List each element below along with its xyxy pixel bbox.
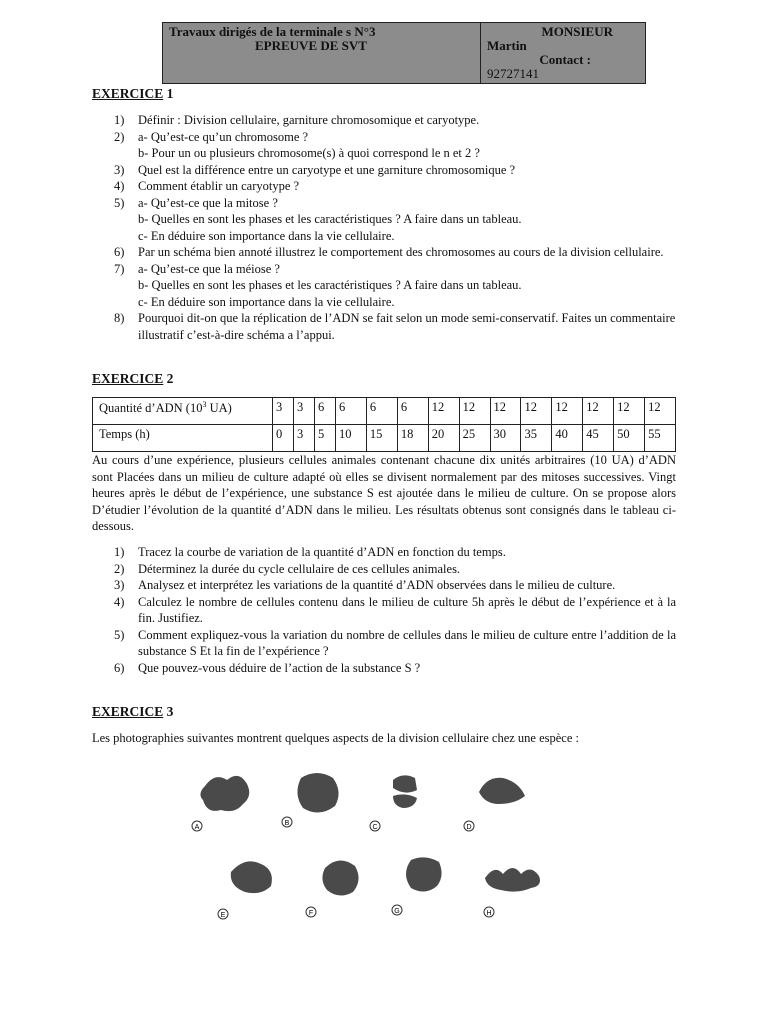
- question-number: 8): [114, 311, 125, 325]
- cell-photograph: [200, 776, 249, 811]
- question-text: b- Quelles en sont les phases et les caractéristiques ? A faire dans un tableau.: [138, 212, 522, 226]
- row-label-dna-quantity: [93, 398, 273, 425]
- exercise-3-intro: Les photographies suivantes montrent quelques aspects de la division cellulaire chez une espèce :: [92, 731, 579, 745]
- question-number: 2): [114, 129, 125, 144]
- table-cell-time: 3: [294, 425, 315, 452]
- question-number: 4): [114, 594, 125, 609]
- dna-data-table: [92, 397, 676, 452]
- photo-label: A: [194, 824, 200, 831]
- question-number: 2): [114, 561, 125, 576]
- question-item: [114, 627, 676, 660]
- table-cell-dna: 12: [428, 398, 459, 425]
- question-text: b- Quelles en sont les phases et les caractéristiques ? A faire dans un tableau.: [138, 278, 522, 292]
- header-author-cell: [481, 23, 645, 83]
- table-cell-time: 25: [459, 425, 490, 452]
- table-row-dna-quantity: [93, 398, 676, 425]
- table-cell-time: 0: [273, 425, 294, 452]
- cell-photograph: [297, 773, 338, 813]
- header-box: [162, 22, 646, 84]
- question-number: 3): [114, 578, 125, 592]
- header-subtitle: EPREUVE DE SVT: [255, 38, 367, 53]
- question-text: Tracez la courbe de variation de la quantité d’ADN en fonction du temps.: [138, 545, 506, 559]
- question-text: c- En déduire son importance dans la vie cellulaire.: [138, 228, 395, 243]
- table-cell-dna: 6: [336, 398, 367, 425]
- table-cell-dna: 12: [645, 398, 676, 425]
- question-text: Pourquoi dit-on que la réplication de l’ADN se fait selon un mode semi-conservatif. Faites un commentaire illustratif c’est-à-dire schéma a l’appui.: [138, 311, 676, 342]
- exercise-3-heading-word: EXERCICE: [92, 704, 164, 719]
- photo-label: H: [486, 910, 492, 917]
- question-number: 1): [114, 113, 125, 127]
- question-number: 5): [114, 627, 125, 642]
- table-cell-time: 18: [397, 425, 428, 452]
- row-label-dna-quantity-text: Quantité d’ADN (10: [99, 401, 203, 416]
- photo-label: G: [394, 908, 400, 915]
- question-number: 7): [114, 261, 125, 276]
- table-cell-time: 20: [428, 425, 459, 452]
- table-cell-dna: 3: [294, 398, 315, 425]
- question-item: [114, 195, 676, 245]
- exercise-1-heading: [92, 86, 173, 102]
- exercise-1-number: 1: [166, 86, 174, 101]
- row-label-dna-exponent: 3: [202, 400, 207, 409]
- question-text: c- En déduire son importance dans la vie cellulaire.: [138, 294, 395, 309]
- row-label-time: Temps (h): [93, 425, 273, 452]
- table-cell-time: 5: [315, 425, 336, 452]
- cell-photograph: [406, 857, 442, 891]
- table-cell-dna: 3: [273, 398, 294, 425]
- table-cell-time: 55: [645, 425, 676, 452]
- table-row-time: [93, 425, 676, 452]
- question-text: Par un schéma bien annoté illustrez le comportement des chromosomes au cours de la division cellulaire.: [138, 245, 664, 259]
- table-cell-dna: 12: [614, 398, 645, 425]
- exercise-1-questions: [114, 112, 676, 343]
- cell-photograph: [485, 868, 540, 892]
- table-cell-time: 45: [583, 425, 614, 452]
- table-cell-time: 50: [614, 425, 645, 452]
- author-first-name: Martin: [487, 38, 527, 53]
- question-text: a- Qu’est-ce que la méiose ?: [138, 261, 280, 276]
- question-item: [114, 544, 676, 561]
- exercise-2-intro: Au cours d’une expérience, plusieurs cellules animales contenant chacune dix unités arbitraires (10 UA) d’ADN sont Placées dans un milieu de culture adapté où elles se divisent normalement par des mitoses successives. Vingt heures après le début de l’expérience, une substance S est ajoutée dans le milieu de culture. On se propose alors D’étudier l’évolution de la quantité d’ADN dans le milieu. Les résultats obtenus sont consignés dans le tableau ci-dessous.: [92, 453, 676, 533]
- header-title: Travaux dirigés de la terminale s N°3: [169, 24, 376, 39]
- question-item: [114, 561, 676, 578]
- photo-label: B: [284, 820, 290, 827]
- exercise-3-number: 3: [166, 704, 174, 719]
- question-number: 6): [114, 660, 125, 675]
- cell-photograph: [479, 778, 525, 804]
- question-item: [114, 577, 676, 594]
- question-number: 1): [114, 545, 125, 559]
- table-cell-dna: 6: [366, 398, 397, 425]
- question-number: 6): [114, 245, 125, 259]
- table-cell-dna: 12: [583, 398, 614, 425]
- question-text: Que pouvez-vous déduire de l’action de la substance S ?: [138, 660, 421, 675]
- photo-label: D: [466, 824, 472, 831]
- table-cell-dna: 12: [552, 398, 583, 425]
- question-item: [114, 112, 676, 129]
- table-cell-time: 10: [336, 425, 367, 452]
- photo-label: E: [220, 912, 226, 919]
- question-text: Comment expliquez-vous la variation du nombre de cellules dans le milieu de culture entre l’addition de la substance S Et la fin de l’expérience ?: [138, 627, 676, 658]
- exercise-2-number: 2: [166, 371, 174, 386]
- question-number: 4): [114, 179, 125, 193]
- question-item: [114, 162, 676, 179]
- question-text: b- Pour un ou plusieurs chromosome(s) à quoi correspond le n et 2 ?: [138, 146, 480, 160]
- table-cell-dna: 6: [397, 398, 428, 425]
- question-item: [114, 261, 676, 311]
- table-cell-dna: 12: [459, 398, 490, 425]
- question-item: [114, 178, 676, 195]
- author-last-name: MONSIEUR: [541, 24, 613, 39]
- question-number: 5): [114, 195, 125, 210]
- table-cell-dna: 12: [521, 398, 552, 425]
- table-cell-time: 30: [490, 425, 521, 452]
- question-item: [114, 129, 676, 162]
- cell-photograph: [231, 861, 272, 893]
- exercise-2-questions: [114, 544, 676, 676]
- photo-label: F: [308, 910, 314, 917]
- exercise-1-heading-word: EXERCICE: [92, 86, 164, 101]
- question-text: Définir : Division cellulaire, garniture chromosomique et caryotype.: [138, 113, 480, 127]
- exercise-3-heading: [92, 704, 173, 720]
- cell-photograph: [322, 860, 358, 895]
- question-text: Calculez le nombre de cellules contenu dans le milieu de culture 5h après le début de l’expérience et à la fin. Justifiez.: [138, 594, 676, 625]
- header-title-cell: [163, 23, 481, 83]
- question-text: Comment établir un caryotype ?: [138, 179, 300, 193]
- photo-label: C: [372, 824, 378, 831]
- table-cell-time: 15: [366, 425, 397, 452]
- question-item: [114, 594, 676, 627]
- table-cell-dna: 12: [490, 398, 521, 425]
- question-number: 3): [114, 162, 125, 177]
- exercise-2-heading: [92, 371, 173, 387]
- question-text: Quel est la différence entre un caryotype et une garniture chromosomique ?: [138, 162, 516, 177]
- row-label-dna-unit: UA): [206, 401, 232, 416]
- cell-photograph: [393, 775, 417, 808]
- contact-number: 92727141: [487, 66, 539, 81]
- question-item: [114, 244, 676, 261]
- cell-division-photographs: [165, 756, 545, 936]
- question-text: a- Qu’est-ce qu’un chromosome ?: [138, 129, 309, 144]
- question-text: Déterminez la durée du cycle cellulaire de ces cellules animales.: [138, 561, 461, 576]
- contact-label: Contact :: [539, 52, 591, 67]
- table-cell-dna: 6: [315, 398, 336, 425]
- question-item: [114, 660, 676, 677]
- exercise-2-heading-word: EXERCICE: [92, 371, 164, 386]
- table-cell-time: 40: [552, 425, 583, 452]
- table-cell-time: 35: [521, 425, 552, 452]
- question-text: Analysez et interprétez les variations de la quantité d’ADN observées dans le milieu de culture.: [138, 578, 616, 592]
- question-text: a- Qu’est-ce que la mitose ?: [138, 195, 278, 210]
- question-item: [114, 310, 676, 343]
